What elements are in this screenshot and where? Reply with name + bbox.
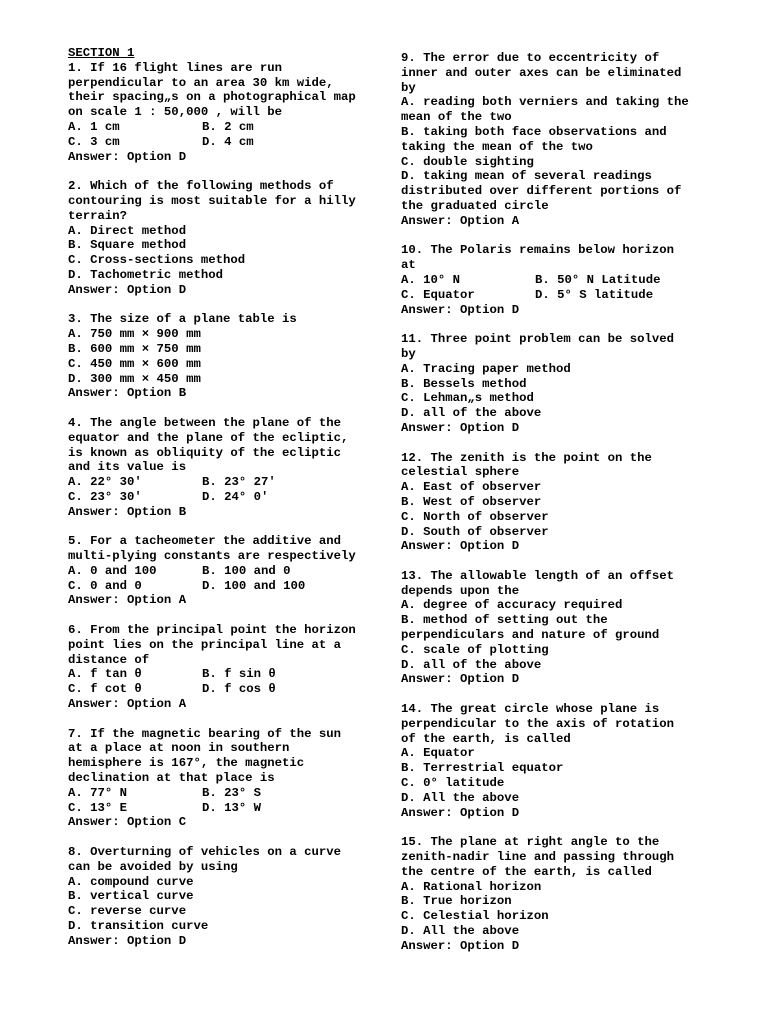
question-text: 7. If the magnetic bearing of the sun — [68, 726, 342, 741]
answer-key: Answer: Option A — [68, 697, 187, 712]
answer-option: A. 0 and 100 — [68, 563, 157, 578]
question-text: 12. The zenith is the point on the — [401, 450, 652, 465]
answer-option: D. transition curve — [68, 919, 209, 934]
answer-option: C. scale of plotting — [401, 642, 549, 657]
question-text: at a place at noon in southern — [68, 741, 290, 756]
answer-key: Answer: Option D — [68, 149, 187, 164]
question-block — [401, 332, 701, 436]
answer-option: D. All the above — [401, 924, 520, 939]
option-row — [68, 475, 368, 490]
question-text: of the earth, is called — [401, 731, 571, 746]
question-text: the centre of the earth, is called — [401, 864, 652, 879]
answer-option: A. 77° N — [68, 785, 128, 800]
answer-option: B. f sin θ — [202, 667, 276, 682]
answer-option: D. Tachometric method — [68, 267, 223, 282]
option-row — [68, 667, 368, 682]
answer-option: taking the mean of the two — [401, 139, 593, 154]
section-title: SECTION 1 — [68, 46, 135, 60]
answer-option: A. f tan θ — [68, 667, 142, 682]
answer-option: A. 750 mm × 900 mm — [68, 327, 201, 342]
answer-option: D. 4 cm — [202, 134, 254, 149]
answer-option: B. taking both face observations and — [401, 124, 667, 139]
answer-key: Answer: Option D — [401, 805, 520, 820]
answer-option: D. 300 mm × 450 mm — [68, 371, 201, 386]
answer-option: A. compound curve — [68, 874, 194, 889]
option-row — [68, 579, 368, 594]
answer-option: C. 0° latitude — [401, 776, 505, 791]
answer-option: B. Square method — [68, 238, 187, 253]
answer-option: mean of the two — [401, 110, 512, 125]
answer-option: B. Bessels method — [401, 376, 527, 391]
answer-option: B. True horizon — [401, 894, 512, 909]
question-text: equator and the plane of the ecliptic, — [68, 430, 349, 445]
answer-option: B. Terrestrial equator — [401, 761, 564, 776]
question-text: 5. For a tacheometer the additive and — [68, 534, 342, 549]
question-text: terrain? — [68, 208, 128, 223]
question-block — [401, 51, 701, 229]
question-text: can be avoided by using — [68, 859, 238, 874]
answer-option: D. all of the above — [401, 406, 542, 421]
question-text: depends upon the — [401, 583, 520, 598]
question-text: 2. Which of the following methods of — [68, 179, 334, 194]
answer-option: C. Equator — [401, 287, 475, 302]
option-row — [68, 120, 368, 135]
option-row — [401, 288, 701, 303]
answer-key: Answer: Option D — [401, 539, 520, 554]
answer-key: Answer: Option B — [68, 504, 187, 519]
option-row — [68, 135, 368, 150]
question-block — [68, 179, 368, 297]
answer-option: C. 3 cm — [68, 134, 120, 149]
answer-option: B. West of observer — [401, 494, 542, 509]
answer-key: Answer: Option C — [68, 815, 187, 830]
answer-key: Answer: Option A — [401, 213, 520, 228]
question-text: is known as obliquity of the ecliptic — [68, 445, 342, 460]
question-text: inner and outer axes can be eliminated — [401, 65, 682, 80]
answer-option: A. reading both verniers and taking the — [401, 95, 689, 110]
question-text: perpendicular to the axis of rotation — [401, 716, 675, 731]
answer-option: D. South of observer — [401, 524, 549, 539]
question-text: 1. If 16 flight lines are run — [68, 60, 283, 75]
answer-option: A. 22° 30' — [68, 475, 142, 490]
answer-option: A. Equator — [401, 746, 475, 761]
answer-option: distributed over different portions of — [401, 184, 682, 199]
question-text: 6. From the principal point the horizon — [68, 623, 356, 638]
answer-option: D. 24° 0' — [202, 489, 269, 504]
question-text: 9. The error due to eccentricity of — [401, 51, 660, 65]
question-text: hemisphere is 167°, the magnetic — [68, 756, 305, 771]
question-text: perpendicular to an area 30 km wide, — [68, 75, 334, 90]
answer-option: B. 600 mm × 750 mm — [68, 341, 201, 356]
question-text: at — [401, 258, 416, 273]
answer-option: C. Celestial horizon — [401, 909, 549, 924]
answer-key: Answer: Option D — [401, 938, 520, 953]
question-text: 10. The Polaris remains below horizon — [401, 243, 675, 258]
question-text: 4. The angle between the plane of the — [68, 415, 342, 430]
question-text: on scale 1 : 50,000 , will be — [68, 105, 283, 120]
answer-option: C. double sighting — [401, 154, 534, 169]
option-row — [401, 273, 701, 288]
answer-option: the graduated circle — [401, 198, 549, 213]
option-row — [68, 801, 368, 816]
answer-option: D. f cos θ — [202, 682, 276, 697]
question-text: by — [401, 80, 416, 95]
question-text: declination at that place is — [68, 771, 275, 786]
answer-key: Answer: Option A — [68, 593, 187, 608]
answer-option: A. Rational horizon — [401, 879, 542, 894]
question-text: multi-plying constants are respectively — [68, 549, 356, 564]
answer-option: A. 1 cm — [68, 119, 120, 134]
answer-option: B. 100 and 0 — [202, 563, 291, 578]
question-text: 15. The plane at right angle to the — [401, 835, 660, 850]
answer-option: B. 2 cm — [202, 119, 254, 134]
option-row — [68, 682, 368, 697]
question-text: 3. The size of a plane table is — [68, 312, 297, 327]
answer-option: A. 10° N — [401, 272, 461, 287]
answer-option: B. 50° N Latitude — [535, 272, 661, 287]
question-text: 11. Three point problem can be solved — [401, 332, 675, 347]
answer-option: C. 0 and 0 — [68, 578, 142, 593]
answer-option: B. 23° S — [202, 785, 262, 800]
question-text: by — [401, 346, 416, 361]
answer-key: Answer: Option D — [401, 302, 520, 317]
question-block — [68, 623, 368, 712]
answer-option: D. all of the above — [401, 657, 542, 672]
question-block — [68, 416, 368, 520]
answer-option: D. 13° W — [202, 800, 262, 815]
answer-option: A. Tracing paper method — [401, 361, 571, 376]
question-text: zenith-nadir line and passing through — [401, 850, 675, 865]
question-block — [401, 702, 701, 820]
question-text: contouring is most suitable for a hilly — [68, 193, 356, 208]
answer-option: A. Direct method — [68, 223, 187, 238]
question-block — [68, 61, 368, 165]
question-block — [68, 312, 368, 401]
question-text: 8. Overturning of vehicles on a curve — [68, 845, 342, 860]
answer-option: C. 450 mm × 600 mm — [68, 356, 201, 371]
question-text: and its value is — [68, 460, 187, 475]
answer-option: perpendiculars and nature of ground — [401, 628, 660, 643]
answer-option: A. East of observer — [401, 480, 542, 495]
answer-option: C. reverse curve — [68, 904, 187, 919]
question-block — [401, 451, 701, 555]
answer-option: B. vertical curve — [68, 889, 194, 904]
answer-option: C. Lehman„s method — [401, 391, 534, 406]
answer-option: B. method of setting out the — [401, 613, 608, 628]
answer-option: D. All the above — [401, 790, 520, 805]
answer-option: B. 23° 27' — [202, 475, 276, 490]
question-block — [68, 845, 368, 949]
answer-key: Answer: Option D — [401, 420, 520, 435]
option-row — [68, 490, 368, 505]
answer-option: A. degree of accuracy required — [401, 598, 623, 613]
question-text: 13. The allowable length of an offset — [401, 568, 675, 583]
answer-key: Answer: Option B — [68, 386, 187, 401]
answer-option: D. 100 and 100 — [202, 578, 306, 593]
question-text: 14. The great circle whose plane is — [401, 702, 660, 717]
answer-option: C. 13° E — [68, 800, 128, 815]
answer-option: C. f cot θ — [68, 682, 142, 697]
question-block — [401, 569, 701, 687]
question-block — [401, 243, 701, 317]
answer-option: C. North of observer — [401, 509, 549, 524]
question-block — [401, 835, 701, 953]
left-column — [68, 46, 368, 963]
question-block — [68, 534, 368, 608]
answer-option: C. Cross-sections method — [68, 253, 246, 268]
question-text: distance of — [68, 652, 150, 667]
answer-option: D. 5° S latitude — [535, 287, 654, 302]
answer-key: Answer: Option D — [401, 672, 520, 687]
answer-option: D. taking mean of several readings — [401, 169, 652, 184]
option-row — [68, 564, 368, 579]
question-text: celestial sphere — [401, 465, 520, 480]
answer-option: C. 23° 30' — [68, 489, 142, 504]
answer-key: Answer: Option D — [68, 933, 187, 948]
answer-key: Answer: Option D — [68, 282, 187, 297]
option-row — [68, 786, 368, 801]
question-text: point lies on the principal line at a — [68, 637, 342, 652]
question-text: their spacing„s on a photographical map — [68, 90, 356, 105]
question-block — [68, 727, 368, 831]
right-column — [401, 51, 701, 968]
